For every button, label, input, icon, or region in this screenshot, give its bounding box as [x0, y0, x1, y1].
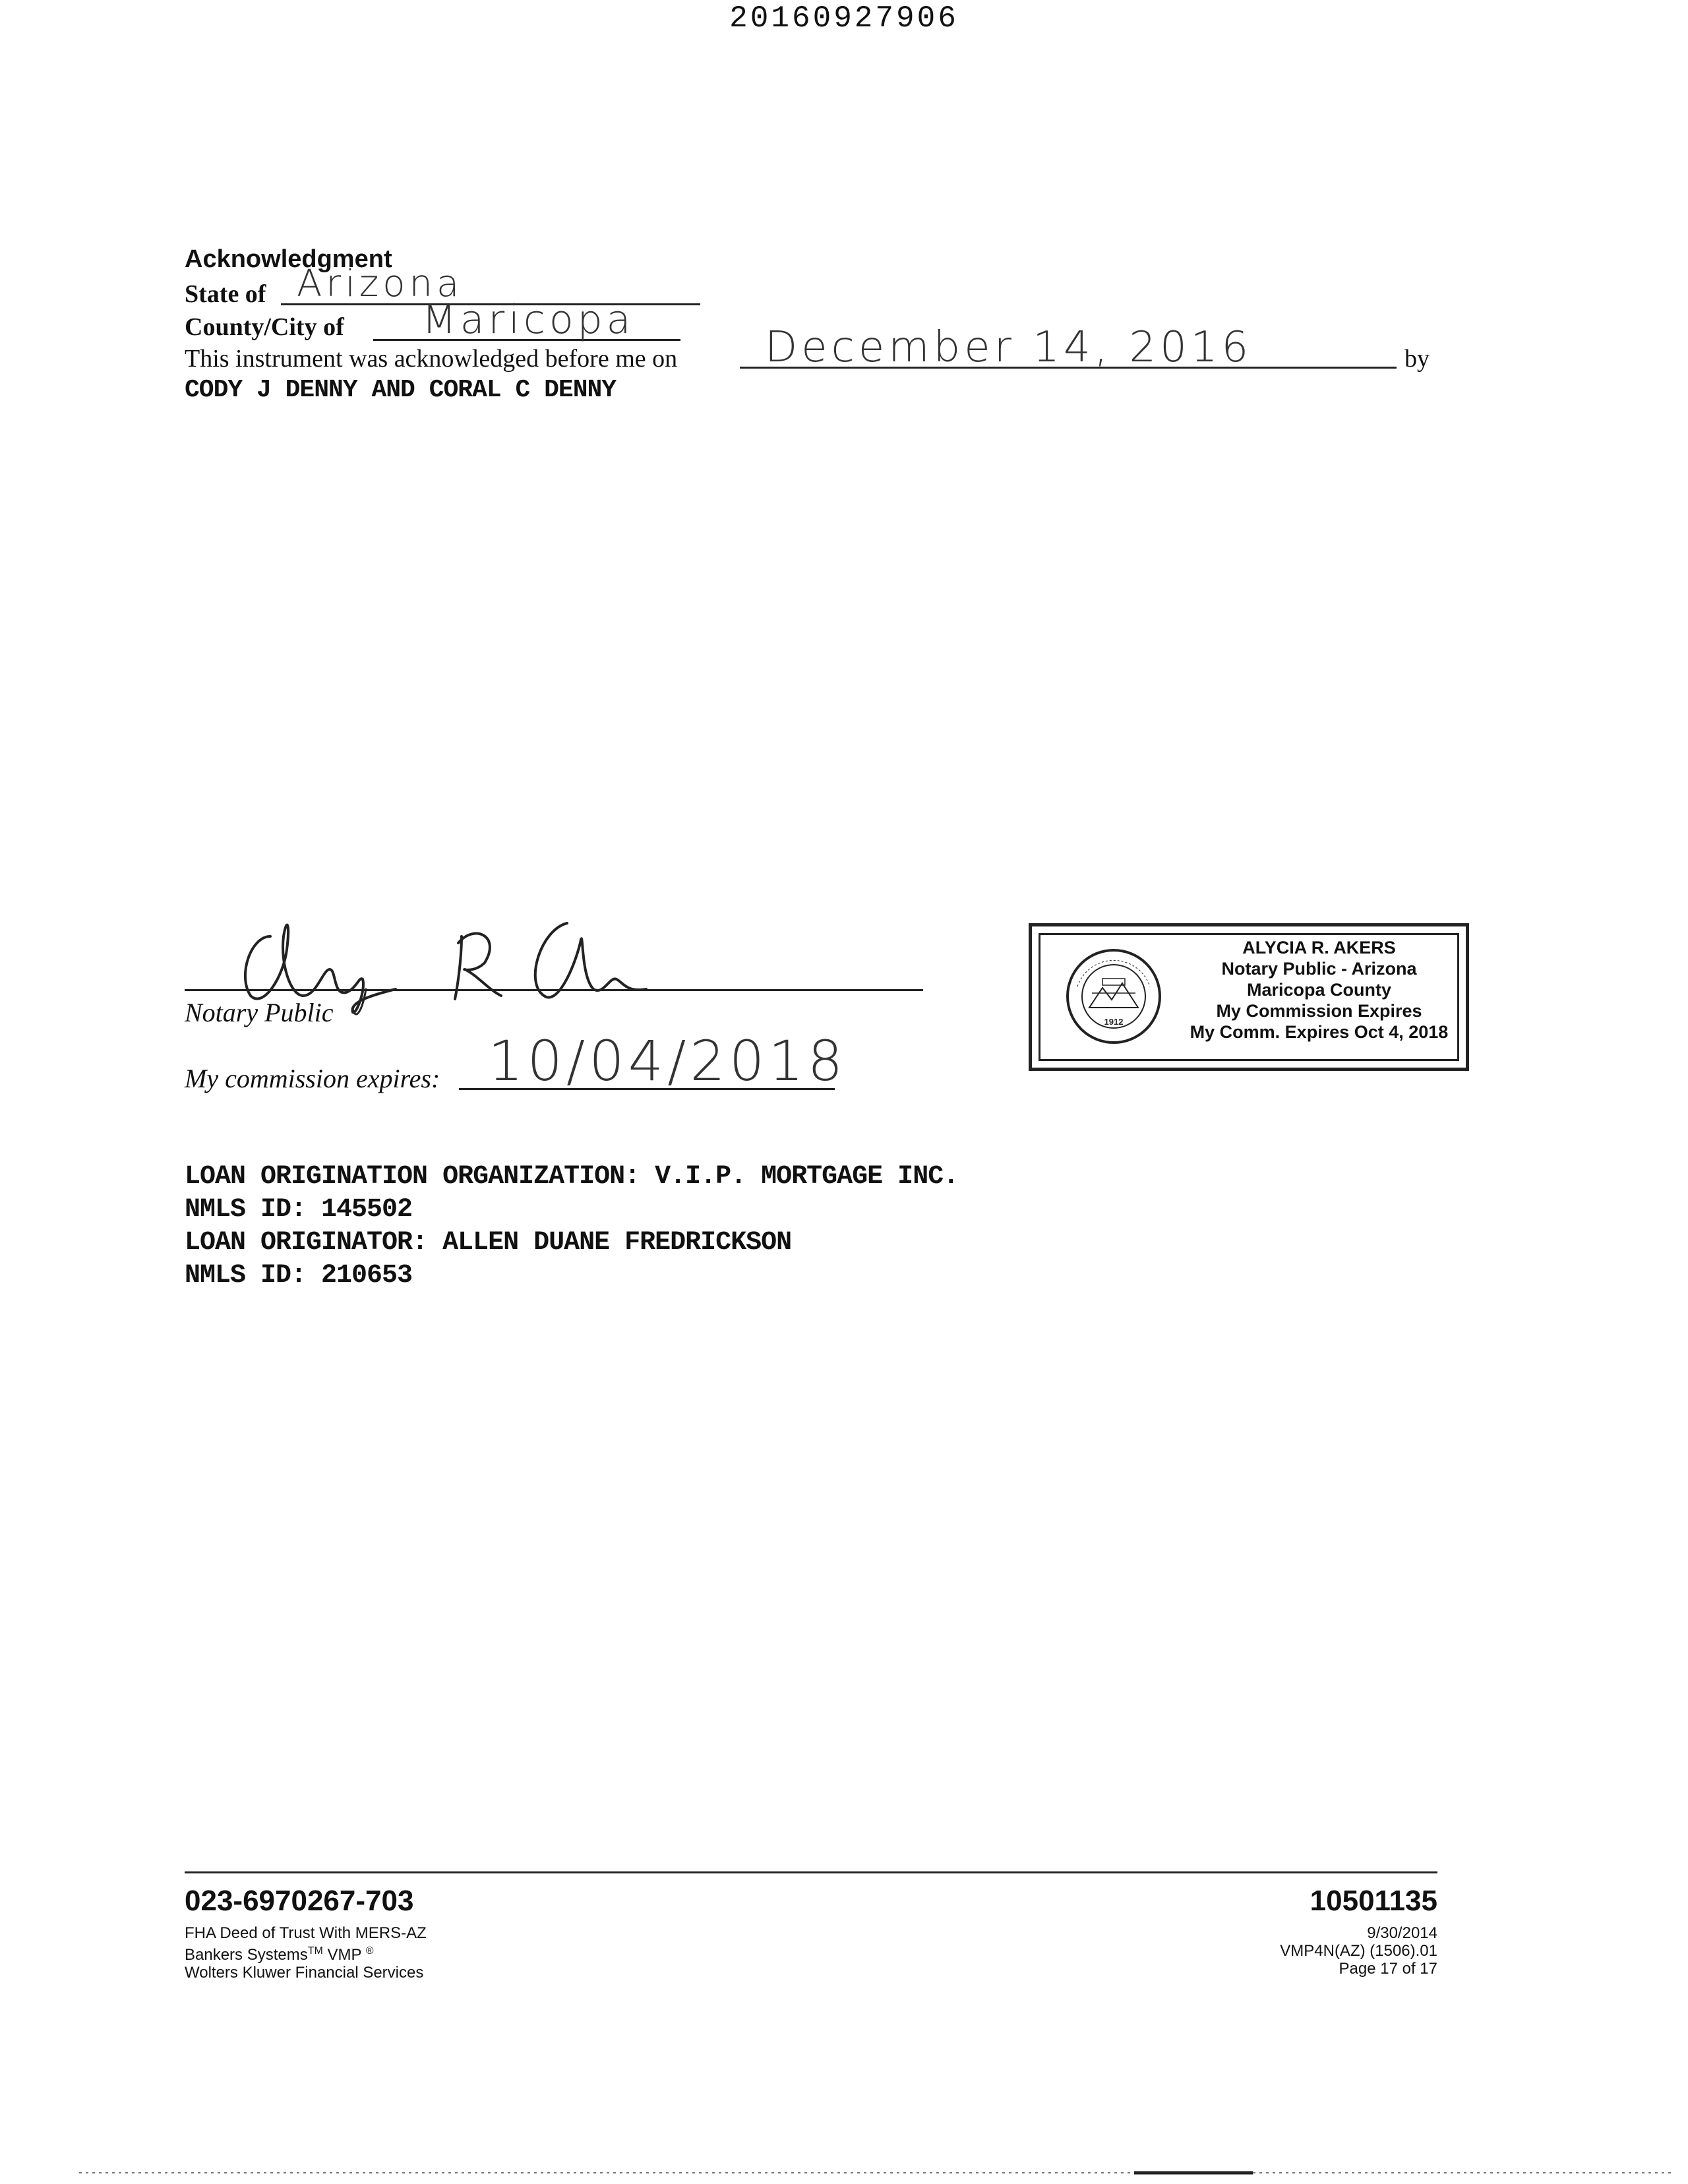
loan-org-nmls: NMLS ID: 145502 [185, 1195, 413, 1225]
arizona-seal-icon [1064, 947, 1163, 1046]
date-handwritten: December 14, 2016 [765, 323, 1253, 372]
stamp-notary-name: ALYCIA R. AKERS [1242, 938, 1396, 957]
scan-edge-artifact [0, 2171, 1688, 2175]
footer-case-number: 10501135 [1310, 1885, 1437, 1917]
acknowledged-names: CODY J DENNY AND CORAL C DENNY [185, 376, 617, 404]
footer-form-meta [1280, 1924, 1437, 1978]
county-handwritten: Maricopa [422, 297, 635, 343]
notary-stamp [1029, 923, 1469, 1071]
footer-form-title: FHA Deed of Trust With MERS-AZ [185, 1924, 427, 1942]
footer-form-info [185, 1924, 427, 1982]
by-label: by [1404, 345, 1430, 373]
commission-expires-label: My commission expires: [185, 1064, 440, 1093]
seal-year: 1912 [1104, 1017, 1124, 1027]
footer-vendor: Bankers Systems™ VMP ® [185, 1945, 374, 1964]
notary-public-label: Notary Public [185, 998, 334, 1027]
loan-originator-nmls: NMLS ID: 210653 [185, 1261, 413, 1290]
loan-originator-line: LOAN ORIGINATOR: ALLEN DUANE FREDRICKSON [185, 1228, 792, 1258]
stamp-notary-title: Notary Public - Arizona [1221, 959, 1417, 979]
footer-publisher: Wolters Kluwer Financial Services [185, 1964, 424, 1982]
stamp-commission-header: My Commission Expires [1216, 1001, 1422, 1021]
footer-loan-number: 023-6970267-703 [185, 1885, 414, 1917]
state-label: State of [185, 280, 266, 308]
stamp-commission-date: My Comm. Expires Oct 4, 2018 [1190, 1022, 1449, 1042]
footer-form-code: VMP4N(AZ) (1506).01 [1280, 1942, 1437, 1960]
stamp-notary-county: Maricopa County [1246, 980, 1392, 1000]
county-label: County/City of [185, 313, 344, 341]
instrument-label: This instrument was acknowledged before me on [185, 345, 678, 373]
footer-form-date: 9/30/2014 [1367, 1924, 1437, 1942]
commission-handwritten: 10/04/2018 [488, 1029, 847, 1093]
notary-signature-line [185, 989, 923, 991]
acknowledgment-title: Acknowledgment [185, 245, 392, 273]
footer-page-number: Page 17 of 17 [1339, 1960, 1437, 1978]
document-number: 20160927906 [729, 1, 959, 36]
state-handwritten: Arizona [297, 262, 464, 305]
loan-org-line: LOAN ORIGINATION ORGANIZATION: V.I.P. MORTGAGE INC. [185, 1162, 959, 1192]
footer-rule [185, 1871, 1437, 1873]
